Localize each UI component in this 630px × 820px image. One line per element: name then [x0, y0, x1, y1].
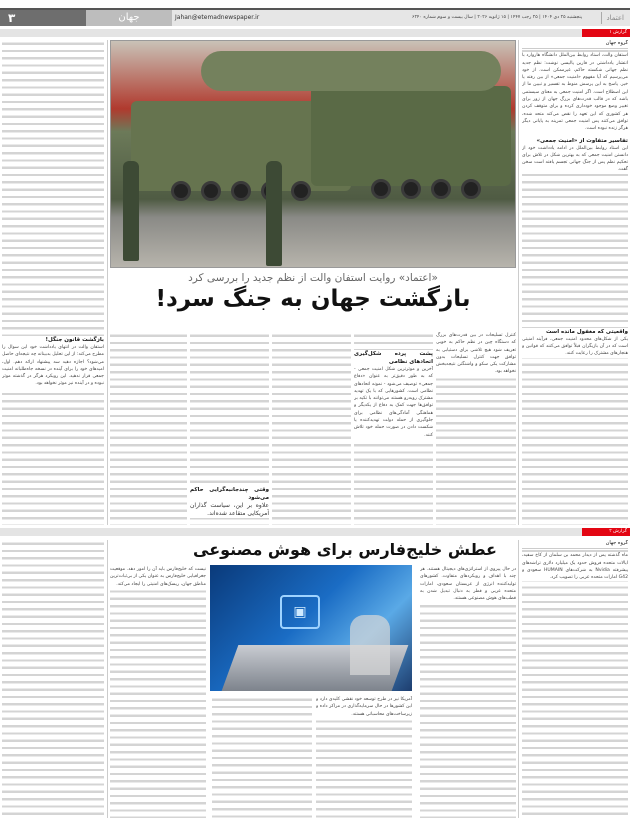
- report1-column: [436, 332, 516, 525]
- report1-paragraph-2: یکی از شکل‌های محدود امنیت جمعی، فرآیند امنیتی است که در آن بازیگران قبلاً توافق می‌کنند که قوانین و هنجارهای مشترک را رعایت کنند.: [522, 336, 628, 357]
- report2-paragraph-1: در حال پیروی از استراتژی‌های دیجیتال هستند. هر چند با اهداف و رویکردهای متفاوت. کشورهای تولیدکننده انرژی از عربستان سعودی، امارات متحده عربی و قطر به دنبال تبدیل شدن به قطب‌های هوش مصنوعی هستند.: [420, 567, 516, 602]
- report1-right-column: [522, 40, 628, 525]
- report1-subhead-3: پشت پرده شکل‌گیری اتحادهای نظامی: [354, 351, 433, 365]
- column-divider: [518, 540, 519, 818]
- report1-column: [110, 332, 187, 525]
- page-number: ۳: [0, 10, 86, 26]
- report2-paragraph-2: نیست که خلیج‌فارس باید آن را امور دهد. موقعیت جغرافیایی خلیج‌فارس به عنوان یکی از بی‌ثبات‌ترین مناطق جهان، ریسک‌های امنیتی را ایجاد می‌کند.: [110, 567, 206, 587]
- hand-graphic: [350, 615, 390, 675]
- page-header: [0, 8, 630, 26]
- report2-column: [316, 696, 412, 818]
- report2-headline: عطش خلیج‌فارس برای هوش مصنوعی: [193, 540, 497, 559]
- report2-right-column: [522, 540, 628, 818]
- column-divider: [107, 540, 108, 818]
- ai-chip-icon: ▣: [280, 595, 320, 629]
- report1-subhead-2: واقعیتی که مغفول مانده است: [522, 328, 628, 336]
- report2-column: [110, 566, 206, 818]
- report2-tag: گزارش ۲: [582, 528, 630, 536]
- newspaper-logo: اعتماد: [601, 12, 624, 24]
- report1-paragraph-5: علاوه بر این، سیاست گذاران آمریکایی متقاعد شده‌اند.: [190, 502, 269, 517]
- section-email[interactable]: Jahan@etemadnewspaper.ir: [175, 14, 260, 21]
- report1-column: [190, 332, 269, 525]
- report1-left-subhead: بازگشت قانون جنگل!: [2, 336, 104, 344]
- report2-paragraph-3: آمریکا نیز در طرح توسعه خود نقشی کلیدی دارد و این کشورها در حال سرمایه‌گذاری در مراکز داده و زیرساخت‌های محاسباتی هستند.: [316, 697, 412, 717]
- report1-left-column: [2, 40, 104, 525]
- report2-left-column: [2, 540, 104, 818]
- report1-headline-block: [110, 272, 516, 312]
- report2-intro: ماه گذشته پس از دیدار محمد بن سلمان از کاخ سفید، ایالات متحده فروش حدود یک میلیارد دلاری تراشه‌های پیشرفته Nvidia به شرکت‌های HUMAIN سعودی و G42 امارات متحده عربی را تصویب کرد.: [522, 553, 628, 581]
- report1-subhead-1: تفاسیر متفاوت از «امنیت جمعی»: [522, 137, 628, 145]
- report1-paragraph-4: کنترل تسلیحات در بین قدرت‌های بزرگ که دستگاه چین در نظم حاکم به خوبی تعریف شود هیچ تلاشی برای دستیابی به توافق جهت کنترل تسلیحات بدون مشارکت یکی سکو و واشنگتن نتیجه‌بخش نخواهد بود.: [436, 333, 516, 375]
- report1-left-paragraph: استفان والت در انتهای یادداشت خود این سوال را مطرح می‌کند: از این تحلیل بدبینانه چه نتیجه‌ای حاصل می‌شود؟ اجازه دهید سه پیشنهاد ارائه دهم. اول، امیدهای خود را برای آینده در نسخه جاه‌طلبانه امنیت جمعی قرار ندهید. این رویکرد هرگز در گذشته موثر نبوده و در آینده نیز موثر نخواهد بود.: [2, 345, 104, 387]
- report1-paragraph-1: این استاد روابط بین‌الملل در ادامه یادداشت خود از دانستن امنیت جمعی که به بهترین شکل در تلاش برای تحکیم نظم پس از جنگ جهانی تجسم یافته است سخن گفت.: [522, 145, 628, 173]
- column-divider: [107, 40, 108, 525]
- report1-column: [354, 332, 433, 525]
- report1-strip: [0, 29, 630, 37]
- report2-column: [420, 566, 516, 818]
- report2-strip: [0, 528, 630, 536]
- report1-subhead-4: وقتی چندجانبه‌گرایی حاکم می‌شود: [190, 487, 269, 501]
- report1-tag: گزارش ۱: [582, 29, 630, 37]
- report1-paragraph-3: آخرین و موثرترین شکل امنیت جمعی - که به طور دقیق‌تر به عنوان «دفاع جمعی» توصیف می‌شود - نمونه اتحادهای نظامی است. کشورهایی که با یک تهدید مشترک روبه‌رو هستند می‌توانند با تکیه بر توافق‌ها جهت کمک به دفاع از یکدیگر و هماهنگی آمادگی‌های نظامی برای جلوگیری از حمله دولت تهدیدکننده یا شکست دادن در صورت حمله خود تلاش کنند.: [354, 367, 433, 438]
- report2-group: گروه جهان: [522, 540, 628, 549]
- section-name: جهان: [86, 10, 172, 26]
- report1-intro: استفان والت، استاد روابط بین‌الملل دانشگاه هاروارد با انتشار یادداشتی در فارین پالیسی نوشت: نظم جدید نظم جهانی شکسته حاکم، غیرممکن است. از خود می‌پرسیم که آیا مفهوم «امنیت جمعی» از بین رفته یا خیر. پاسخ به این پرسش منوط به تفسیر و تبیین ما از این اصطلاح است. اگر امنیت جمعی به معنای سیستمی باشد که در قالب قدرت‌های بزرگ جهان از زور برای تغییر وضع موجود خودداری کرده و برای متوقف کردن هر کشوری که این تعهد را نقض می‌کند متحد شده، توافق می‌کنند پس امنیت جمعی تمرینه به پایانی دیگر هرگز زنده نبوده است.: [522, 53, 628, 132]
- report2-column: [212, 696, 312, 818]
- ai-laptop-photo: [210, 565, 412, 691]
- column-divider: [518, 40, 519, 525]
- report1-group: گروه جهان: [522, 40, 628, 49]
- military-parade-photo: [110, 40, 516, 268]
- report1-headline: بازگشت جهان به جنگ سرد!: [155, 286, 471, 312]
- report1-column: [272, 332, 351, 525]
- report1-kicker: «اعتماد» روایت استفان والت از نظم جدید را بررسی کرد: [188, 272, 438, 284]
- issue-date: پنجشنبه ۲۵ دی ۱۴۰۴ | ۲۵ رجب ۱۴۴۷ | ۱۵ ژانویه ۲۰۲۶ | سال بیست و سوم شماره ۶۲۴۰: [411, 15, 582, 20]
